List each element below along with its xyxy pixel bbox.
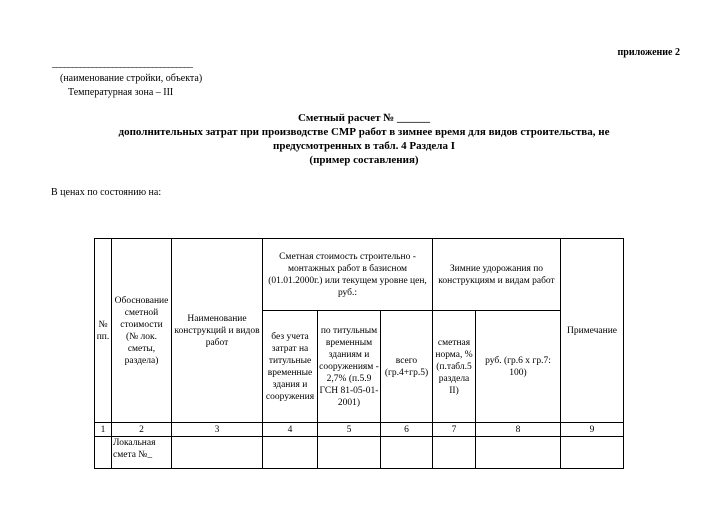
- document-title: [40, 111, 688, 167]
- table-cell: [381, 437, 433, 469]
- header-name: Наименование конструкций и видов работ: [172, 239, 263, 423]
- header-basis: Обоснование сметной стоимости (№ лок. сметы, раздела): [112, 239, 172, 423]
- header-cost: Сметная стоимость строительно - монтажных работ в базисном (01.01.2000г.) или текущем уровне цен, руб.:: [263, 239, 433, 311]
- table-cell: [476, 437, 561, 469]
- subheader-without: без учета затрат на титульные временные здания и сооружения: [263, 311, 318, 423]
- column-number: 4: [263, 423, 318, 437]
- column-number: 2: [112, 423, 172, 437]
- prices-label: В ценах по состоянию на:: [51, 187, 162, 198]
- title-line-2: дополнительных затрат при производстве СМР работ в зимнее время для видов строительства, не: [118, 126, 610, 138]
- column-number: 6: [381, 423, 433, 437]
- header-note: Примечание: [561, 239, 624, 423]
- subheader-total: всего (гр.4+гр.5): [381, 311, 433, 423]
- title-line-1: Сметный расчет № ______: [297, 112, 431, 124]
- table-cell: [95, 437, 112, 469]
- estimate-table: [94, 238, 624, 469]
- subheader-rub: руб. (гр.6 х гр.7: 100): [476, 311, 561, 423]
- subheader-norm: сметная норма, % (п.табл.5 раздела II): [433, 311, 476, 423]
- table-cell: [561, 437, 624, 469]
- title-line-4: (пример составления): [309, 154, 419, 166]
- column-number: 7: [433, 423, 476, 437]
- column-number: 8: [476, 423, 561, 437]
- column-number: 9: [561, 423, 624, 437]
- local-estimate-cell: Локальная смета №_: [112, 437, 172, 469]
- header-winter: Зимние удорожания по конструкциям и видам работ: [433, 239, 561, 311]
- table-cell: [263, 437, 318, 469]
- column-number: 5: [318, 423, 381, 437]
- temperature-zone: Температурная зона – III: [68, 87, 174, 98]
- table-cell: [433, 437, 476, 469]
- table-cell: [172, 437, 263, 469]
- object-name-line: ___________________________________: [52, 58, 192, 69]
- column-number: 1: [95, 423, 112, 437]
- object-name-placeholder: (наименование стройки, объекта): [60, 73, 203, 84]
- appendix-label: приложение 2: [617, 47, 680, 58]
- title-line-3: предусмотренных в табл. 4 Раздела I: [272, 140, 456, 152]
- subheader-with: по титульным временным зданиям и сооружениям - 2,7% (п.5.9 ГСН 81-05-01-2001): [318, 311, 381, 423]
- column-number: 3: [172, 423, 263, 437]
- table-cell: [318, 437, 381, 469]
- header-num: № пп.: [95, 239, 112, 423]
